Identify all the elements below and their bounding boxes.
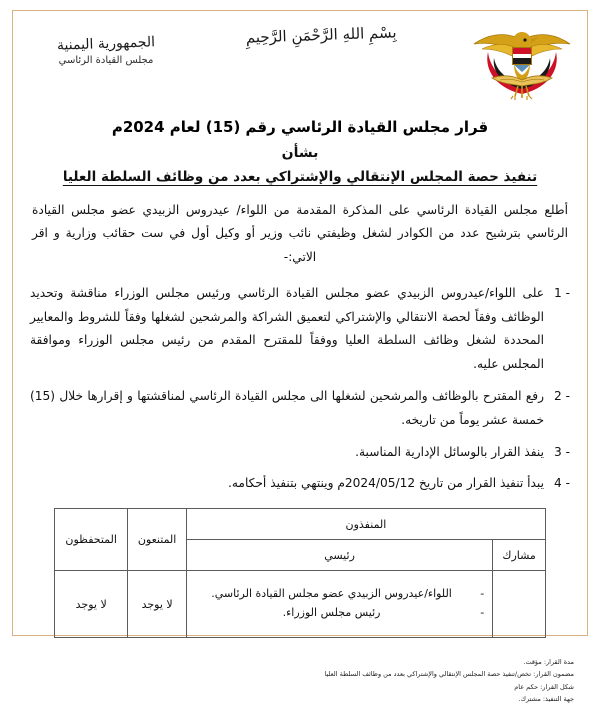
yemen-eagle-emblem-icon [470, 18, 574, 102]
table-body [55, 571, 546, 638]
clause-item: رفع المقترح بالوظائف والمرشحين لشغلها الى مجلس القيادة الرئاسي لمناقشتها و إقرارها خلال (15) خمسة عشر يوماً من تاريخه. [30, 388, 544, 427]
meta-content: مضمون القرار: تخص/تنفيذ حصة المجلس الإنتقالي والإشتراكي بعدد من وظائف السلطة العليا [324, 670, 574, 679]
clause-item: ينفذ القرار بالوسائل الإدارية المناسبة. [355, 444, 544, 459]
decree-title: قرار مجلس القيادة الرئاسي رقم (15) لعام 2024م [111, 118, 489, 136]
document-header [26, 14, 574, 100]
meta-duration: مدة القرار: مؤقت. [523, 658, 574, 667]
organization-name: الجمهورية اليمنية [56, 34, 156, 54]
bismillah-calligraphy: بِسْمِ اللهِ الرَّحْمَنِ الرَّحِيمِ [245, 23, 397, 47]
table-row [55, 571, 546, 638]
table-header-abstained: المتنعون [128, 509, 187, 571]
table-header-reserved: المتحفظون [55, 509, 128, 571]
regarding-label: بشأن [281, 144, 319, 161]
decree-subject: تنفيذ حصة المجلس الإنتقالي والإشتراكي بعدد من وظائف السلطة العليا [62, 168, 538, 185]
organization-block [26, 14, 186, 66]
cell-executors-main [186, 571, 492, 638]
meta-executor: جهة التنفيذ: مشترك. [518, 695, 574, 704]
executor-item: - اللواء/عيدروس الزبيدي عضو مجلس القيادة الرئاسي. [193, 585, 486, 604]
organization-body: مجلس القيادة الرئاسي [58, 55, 154, 66]
preamble-paragraph: أطلع مجلس القيادة الرئاسي على المذكرة المقدمة من اللواء/ عيدروس الزبيدي عضو مجلس القيادة الرئاسي بترشيح عدد من الكوادر لشغل وظيفتي نائب وزير أو وكيل أول في ست حقائب وزارية و اقر الاتي:- [32, 202, 568, 265]
decision-summary-table [54, 508, 546, 638]
table-header-executors: المنفذون [186, 509, 545, 540]
table-header-executors-partner: مشارك [493, 540, 546, 571]
meta-form: شكل القرار: حكم عام [514, 682, 574, 691]
clause-item: على اللواء/عيدروس الزبيدي عضو مجلس القيادة الرئاسي ورئيس مجلس الوزراء مناقشة وتحديد الوظائف وفقاً لحصة الانتقالي والإشتراكي لتعميق الشراكة والمرشحين لشغلها وفقاً للشروط والمعايير المحددة لشغل وظائف السلطة العليا ووفقاً للمقترح المقدم من رئيس مجلس الوزراء وموافقة المجلس عليه. [30, 285, 544, 372]
executor-item: - رئيس مجلس الوزراء. [193, 604, 486, 623]
cell-reserved: لا يوجد [55, 571, 128, 638]
clause-item: يبدأ تنفيذ القرار من تاريخ 2024/05/12م وينتهي بتنفيذ أحكامه. [228, 476, 544, 491]
table-header-row [55, 509, 546, 540]
table-header [55, 509, 546, 571]
cell-abstained: لا يوجد [128, 571, 187, 638]
title-block [26, 116, 574, 185]
clauses-list [26, 282, 574, 496]
emblem-container [456, 14, 574, 102]
executors-main-list [193, 585, 486, 622]
footer-metadata [26, 656, 574, 705]
cell-executors-partner [493, 571, 546, 638]
table-header-executors-main: رئيسي [186, 540, 492, 571]
